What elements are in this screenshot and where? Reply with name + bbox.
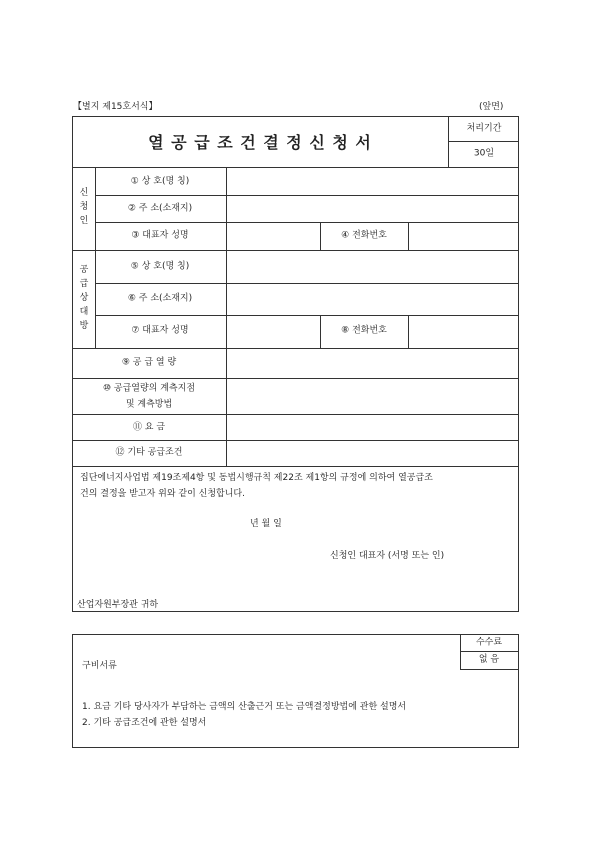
- counterpart-address-field[interactable]: [227, 284, 518, 315]
- form-code: 【별지 제15호서식】: [73, 102, 158, 112]
- divider: [320, 222, 321, 250]
- applicant-name-field[interactable]: [227, 168, 518, 195]
- supply-amount-label: ⑨ 공 급 열 량: [121, 357, 177, 368]
- other-terms-field[interactable]: [227, 441, 518, 466]
- applicant-rep-field[interactable]: [227, 223, 320, 250]
- form-title: 열 공 급 조 건 결 정 신 청 서: [148, 133, 372, 152]
- counterpart-rep-label: ⑦ 대표자 성명: [131, 325, 189, 336]
- counterpart-group-label: 공 급 상 대 방: [79, 265, 89, 331]
- supply-amount-field[interactable]: [227, 349, 518, 378]
- document-item: 1. 요금 기타 당사자가 부담하는 금액의 산출근거 또는 금액결정방법에 관한 설명서: [82, 702, 407, 712]
- divider: [320, 315, 321, 348]
- counterpart-name-label: ⑤ 상 호(명 칭): [130, 261, 190, 272]
- processing-period-value: 30일: [473, 148, 495, 159]
- fee-box-value: 없 음: [478, 654, 500, 665]
- fee-box-label: 수수료: [475, 637, 503, 648]
- applicant-address-label: ② 주 소(소재지): [127, 203, 193, 214]
- applicant-phone-label: ④ 전화번호: [341, 230, 387, 241]
- side-label: (앞면): [479, 102, 504, 112]
- applicant-phone-field[interactable]: [409, 223, 518, 250]
- metering-field[interactable]: [227, 379, 518, 414]
- required-documents-box: [72, 634, 519, 748]
- document-item: 2. 기타 공급조건에 관한 설명서: [82, 718, 207, 728]
- applicant-address-field[interactable]: [227, 196, 518, 222]
- statement-line2: 건의 결정을 받고자 위와 같이 신청합니다.: [80, 489, 245, 499]
- divider: [460, 669, 519, 670]
- divider: [72, 466, 519, 467]
- divider: [460, 651, 519, 652]
- applicant-name-label: ① 상 호(명 칭): [130, 176, 190, 187]
- other-terms-label: ⑫ 기타 공급조건: [115, 447, 183, 458]
- applicant-rep-label: ③ 대표자 성명: [131, 230, 189, 241]
- documents-heading: 구비서류: [82, 661, 117, 671]
- counterpart-rep-field[interactable]: [227, 316, 320, 348]
- signature-label: 신청인 대표자 (서명 또는 인): [330, 551, 445, 561]
- counterpart-phone-label: ⑧ 전화번호: [341, 325, 387, 336]
- metering-label-line1: ⑩ 공급열량의 계측지점: [102, 383, 196, 394]
- date-label: 년 월 일: [250, 519, 282, 529]
- statement-line1: 집단에너지사업법 제19조제4항 및 동법시행규칙 제22조 제1항의 규정에 의하여 열공급조: [80, 473, 433, 483]
- metering-label-line2: 및 계측방법: [125, 399, 173, 410]
- counterpart-phone-field[interactable]: [409, 316, 518, 348]
- counterpart-address-label: ⑥ 주 소(소재지): [127, 293, 193, 304]
- addressee: 산업자원부장관 귀하: [77, 600, 159, 610]
- divider: [448, 141, 519, 142]
- counterpart-name-field[interactable]: [227, 251, 518, 283]
- fee-label: ⑪ 요 금: [132, 422, 166, 433]
- processing-period-label: 처리기간: [466, 123, 502, 134]
- applicant-group-label: 신 청 인: [79, 188, 89, 226]
- fee-field[interactable]: [227, 415, 518, 440]
- divider: [95, 167, 96, 348]
- divider: [448, 116, 449, 167]
